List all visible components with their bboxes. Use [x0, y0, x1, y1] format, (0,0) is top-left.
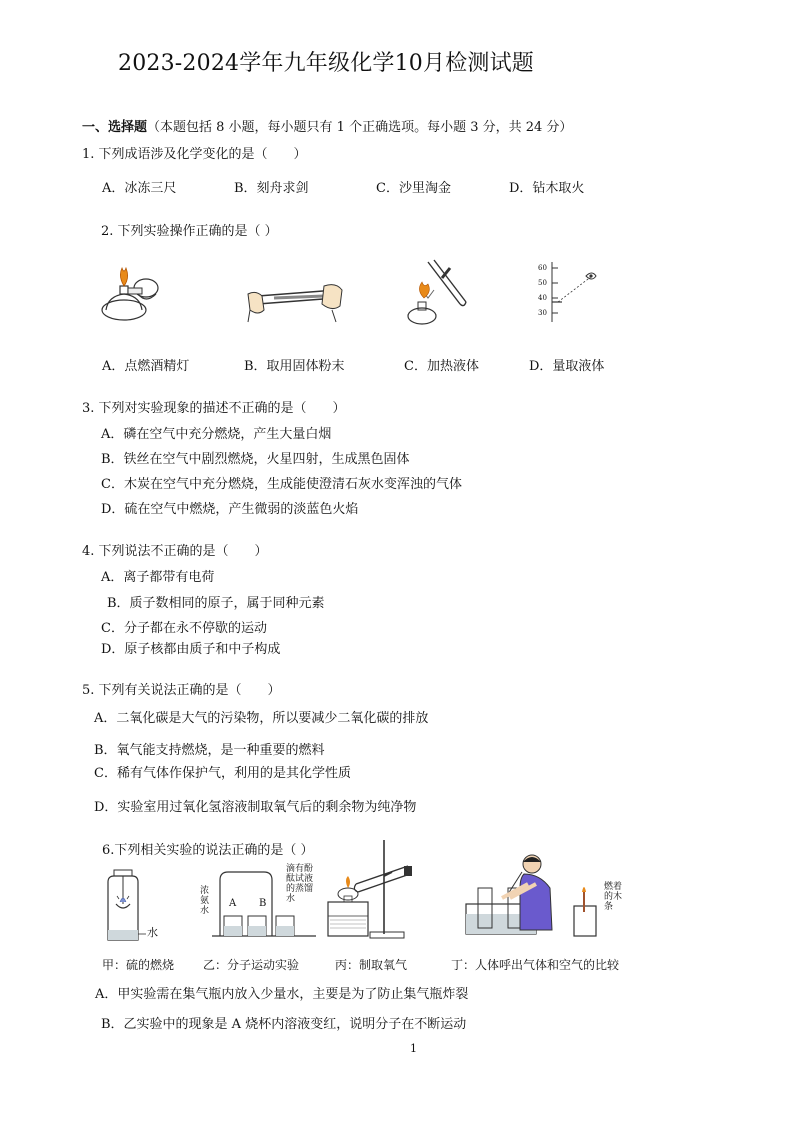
burning-splint-label: 燃着的木条: [604, 882, 623, 912]
question-1-option-a: A．冰冻三尺: [102, 181, 177, 196]
cylinder-tick-30: 30: [538, 309, 547, 317]
question-4-option-d: D．原子核都由质子和中子构成: [101, 642, 281, 657]
question-3-stem: 3. 下列对实验现象的描述不正确的是（ ）: [82, 401, 346, 416]
question-4-option-b: B．质子数相同的原子，属于同种元素: [107, 596, 325, 611]
question-5-option-d: D．实验室用过氧化氢溶液制取氧气后的剩余物为纯净物: [94, 800, 417, 815]
question-2-stem: 2. 下列实验操作正确的是（ ）: [101, 224, 278, 239]
page-title: 2023-2024学年九年级化学10月检测试题: [118, 51, 535, 76]
breath-comparison-figure: [462, 854, 604, 942]
ammonia-label: 浓氨水: [200, 886, 210, 916]
question-5-option-c: C．稀有气体作保护气，利用的是其化学性质: [94, 766, 351, 781]
water-label: 水: [147, 926, 158, 939]
section-label: 一、选择题: [82, 120, 148, 135]
section-heading: [82, 116, 572, 135]
question-4-option-c: C．分子都在永不停歇的运动: [101, 621, 267, 636]
heating-liquid-figure: [398, 256, 472, 328]
caption-jia: 甲：硫的燃烧: [102, 958, 175, 972]
caption-ding: 丁：人体呼出气体和空气的比较: [451, 958, 620, 972]
question-5-stem: 5. 下列有关说法正确的是（ ）: [82, 683, 281, 698]
question-5-option-b: B．氧气能支持燃烧，是一种重要的燃料: [94, 743, 325, 758]
question-2-option-c: C．加热液体: [404, 359, 479, 374]
question-3-option-d: D．硫在空气中燃烧，产生微弱的淡蓝色火焰: [101, 502, 359, 517]
question-1-stem: 1. 下列成语涉及化学变化的是（ ）: [82, 147, 307, 162]
alcohol-lamp-figure: [98, 258, 168, 328]
question-1-option-d: D．钻木取火: [509, 181, 585, 196]
question-5-option-a: A．二氧化碳是大气的污染物，所以要减少二氧化碳的排放: [94, 711, 429, 726]
cylinder-tick-50: 50: [538, 279, 547, 287]
cylinder-tick-40: 40: [538, 294, 547, 302]
page-number: 1: [410, 1042, 417, 1055]
oxygen-preparation-figure: [326, 836, 426, 944]
question-3-option-c: C．木炭在空气中充分燃烧，生成能使澄清石灰水变浑浊的气体: [101, 477, 462, 492]
test-tube-powder-figure: [244, 276, 350, 324]
caption-bing: 丙：制取氧气: [335, 958, 408, 972]
question-1-option-b: B．刻舟求剑: [234, 181, 309, 196]
question-6-option-b: B．乙实验中的现象是 A 烧杯内溶液变红，说明分子在不断运动: [101, 1017, 467, 1032]
question-6-stem: 6.下列相关实验的说法正确的是（ ）: [102, 843, 314, 858]
question-2-option-d: D．量取液体: [529, 359, 605, 374]
question-4-option-a: A．离子都带有电荷: [101, 570, 215, 585]
question-3-option-b: B．铁丝在空气中剧烈燃烧，火星四射，生成黑色固体: [101, 452, 410, 467]
question-3-option-a: A．磷在空气中充分燃烧，产生大量白烟: [101, 427, 332, 442]
section-note: （本题包括 8 小题，每小题只有 1 个正确选项。每小题 3 分，共 24 分）: [147, 120, 573, 135]
beaker-b-label: B: [259, 898, 267, 909]
phenolphthalein-label: 滴有酚酞试液的蒸馏水: [286, 864, 314, 904]
question-6-option-a: A．甲实验需在集气瓶内放入少量水，主要是为了防止集气瓶炸裂: [95, 987, 469, 1002]
question-2-option-b: B．取用固体粉末: [244, 359, 345, 374]
beaker-a-label: A: [229, 898, 237, 909]
cylinder-tick-60: 60: [538, 264, 547, 272]
question-4-stem: 4. 下列说法不正确的是（ ）: [82, 544, 268, 559]
caption-yi: 乙：分子运动实验: [203, 958, 300, 972]
question-1-option-c: C．沙里淘金: [376, 181, 451, 196]
question-2-option-a: A．点燃酒精灯: [102, 359, 190, 374]
